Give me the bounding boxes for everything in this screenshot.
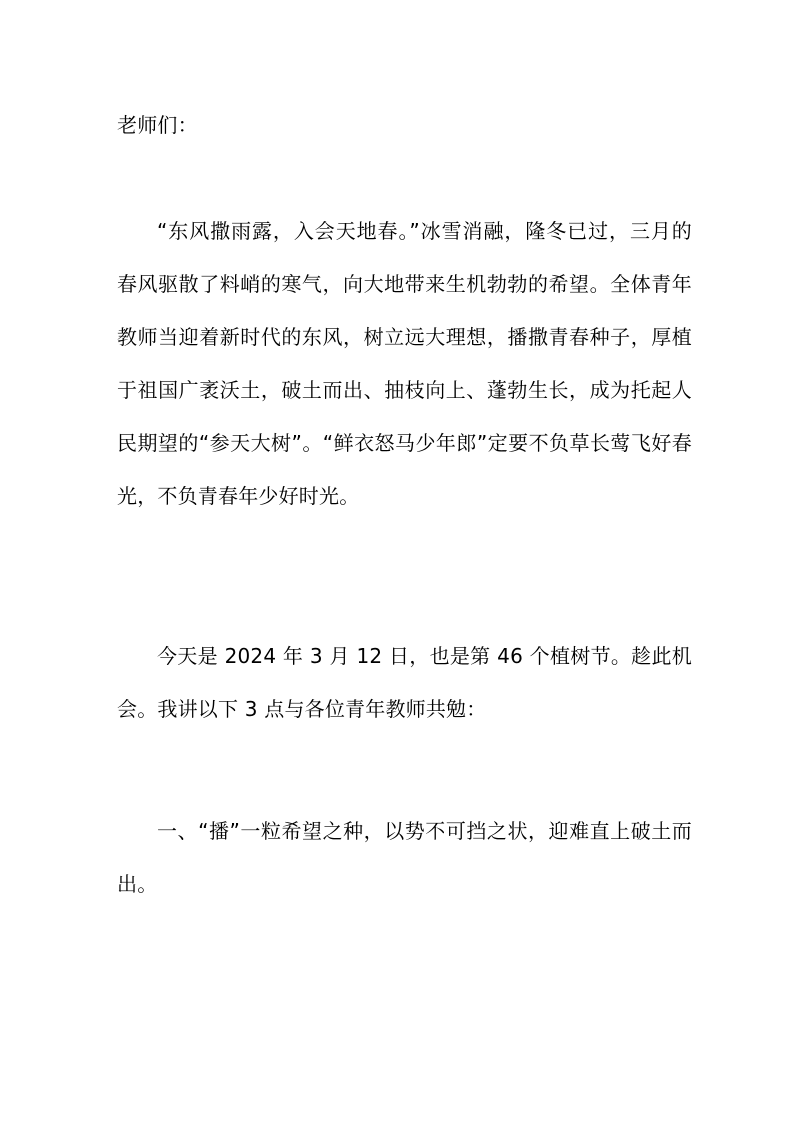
paragraph-arbor-day: 今天是 2024 年 3 月 12 日，也是第 46 个植树节。趁此机会。我讲以下 3 点与各位青年教师共勉： xyxy=(117,644,692,721)
section-heading-one: 一、“播”一粒希望之种，以势不可挡之状，迎难直上破土而出。 xyxy=(117,819,692,896)
salutation: 老师们： xyxy=(117,113,198,137)
paragraph-spring-breeze: “东风撒雨露，入会天地春。”冰雪消融，隆冬已过，三月的春风驱散了料峭的寒气，向大地带来生机勃勃的希望。全体青年教师当迎着新时代的东风，树立远大理想，播撒青春种子，厚植于祖国广袤沃土，破土而出、抽枝向上、蓬勃生长，成为托起人民期望的“参天大树”。“鲜衣怒马少年郎”定要不负草长莺飞好春光，不负青春年少好时光。 xyxy=(117,219,692,508)
